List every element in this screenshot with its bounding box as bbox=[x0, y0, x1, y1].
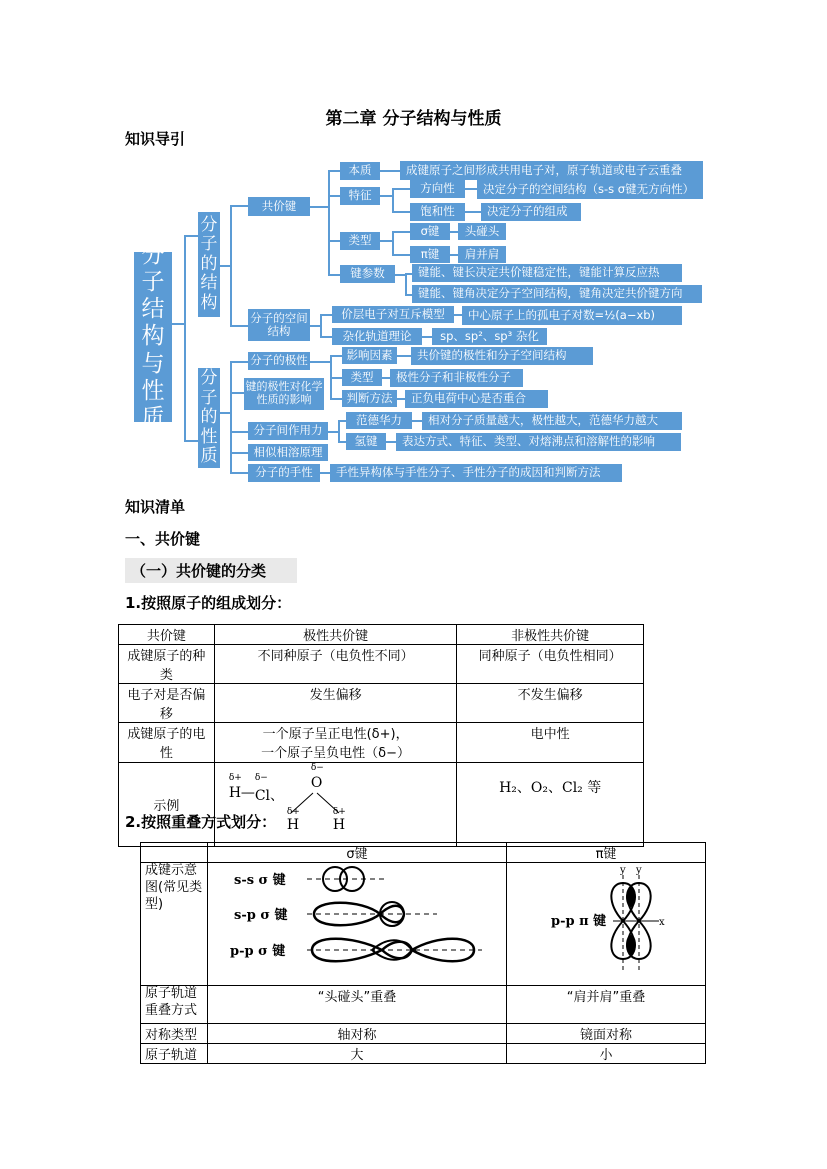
t2-pi-diagram bbox=[507, 863, 706, 986]
mm-essence-desc: 成键原子之间形成共用电子对，原子轨道或电子云重叠 bbox=[400, 161, 703, 180]
t2-cell: 轴对称 bbox=[208, 1024, 507, 1044]
mm-chirality: 分子的手性 bbox=[248, 464, 320, 482]
t2-cell: “肩并肩”重叠 bbox=[507, 986, 706, 1024]
mm-intermolecular: 分子间作用力 bbox=[248, 422, 328, 440]
t2-header-0 bbox=[141, 843, 208, 863]
t1-cell: 成键原子的电性 bbox=[119, 723, 215, 763]
t2-header-2: π键 bbox=[507, 843, 706, 863]
mm-branch-property: 分子的性质 bbox=[198, 368, 220, 468]
section-guide: 知识导引 bbox=[125, 130, 186, 148]
mm-pi: π键 bbox=[410, 246, 450, 263]
mm-branch-structure: 分子的结构 bbox=[198, 212, 220, 317]
mm-feature: 特征 bbox=[340, 187, 380, 205]
mm-polarity-type: 类型 bbox=[342, 369, 382, 386]
mm-directionality: 方向性 bbox=[410, 180, 465, 198]
sigma-orbital-diagram bbox=[212, 863, 502, 981]
water-delta-h1: δ+ bbox=[286, 807, 300, 817]
subsection-classification: （一）共价键的分类 bbox=[125, 558, 297, 583]
mm-judge-desc: 正负电荷中心是否重合 bbox=[405, 390, 548, 408]
table-sigma-pi bbox=[140, 842, 706, 1064]
hcl-bond: — bbox=[240, 785, 255, 801]
mm-bond-params: 键参数 bbox=[340, 265, 395, 283]
axis-y-label-2: y bbox=[636, 865, 642, 876]
mm-essence: 本质 bbox=[340, 162, 380, 180]
mm-pi-desc: 肩并肩 bbox=[458, 246, 506, 263]
water-h1: H bbox=[286, 817, 300, 833]
mm-like-dissolves: 相似相溶原理 bbox=[248, 444, 328, 461]
mm-chirality-desc: 手性异构体与手性分子、手性分子的成因和判断方法 bbox=[330, 464, 622, 482]
ss-sigma-label: s-s σ 键 bbox=[234, 873, 286, 888]
t1-electro-negative: 一个原子呈负电性（δ−） bbox=[261, 746, 410, 761]
mm-influence-desc: 共价键的极性和分子空间结构 bbox=[411, 347, 593, 365]
mm-covalent-bond: 共价键 bbox=[248, 197, 310, 216]
water-o: O bbox=[310, 775, 323, 791]
mm-hybrid: 杂化轨道理论 bbox=[332, 328, 422, 345]
t2-cell: 原子轨道重叠方式 bbox=[141, 986, 208, 1024]
hcl-delta-minus: δ− bbox=[254, 773, 268, 783]
mm-bond-polarity-effect: 键的极性对化学性质的影响 bbox=[244, 378, 324, 410]
t2-cell: 对称类型 bbox=[141, 1024, 208, 1044]
classify-by-overlap: 2.按照重叠方式划分： bbox=[125, 813, 277, 831]
axis-x-label: x bbox=[659, 917, 665, 928]
hcl-h: H bbox=[228, 785, 242, 801]
mm-root: 分子结构与性质 bbox=[134, 252, 172, 422]
t2-cell: “头碰头”重叠 bbox=[208, 986, 507, 1024]
t1-cell: 不同种原子（电负性不同） bbox=[214, 645, 457, 684]
t1-cell: 发生偏移 bbox=[214, 684, 457, 723]
t1-example-polar bbox=[214, 763, 457, 847]
page-title: 第二章 分子结构与性质 bbox=[325, 109, 502, 129]
hcl-cl: Cl、 bbox=[254, 788, 285, 804]
t1-electro-positive: 一个原子呈正电性(δ+)， bbox=[262, 727, 409, 742]
t1-header-2: 非极性共价键 bbox=[457, 625, 644, 645]
mm-bond-params-desc2: 键能、键角决定分子空间结构，键角决定共价键方向 bbox=[412, 285, 702, 303]
sp-sigma-label: s-p σ 键 bbox=[234, 908, 288, 923]
t2-cell: 原子轨道 bbox=[141, 1044, 208, 1064]
t1-example-nonpolar bbox=[457, 763, 644, 847]
mm-hybrid-desc: sp、sp²、sp³ 杂化 bbox=[432, 328, 547, 345]
mm-hbond: 氢键 bbox=[346, 433, 386, 450]
t1-cell: 电子对是否偏移 bbox=[119, 684, 215, 723]
mm-judge: 判断方法 bbox=[342, 390, 397, 407]
t2-cell: 大 bbox=[208, 1044, 507, 1064]
pi-orbital-diagram bbox=[511, 863, 701, 981]
water-h2: H bbox=[332, 817, 346, 833]
t2-header-1: σ键 bbox=[208, 843, 507, 863]
section-list: 知识清单 bbox=[125, 498, 186, 516]
mm-saturation-desc: 决定分子的组成 bbox=[481, 203, 581, 221]
axis-y-label-1: y bbox=[620, 865, 626, 876]
mm-bond-params-desc1: 键能、键长决定共价键稳定性，键能计算反应热 bbox=[412, 264, 682, 282]
nonpolar-example-text: H₂、O₂、Cl₂ 等 bbox=[499, 780, 602, 796]
water-delta-h2: δ+ bbox=[332, 807, 346, 817]
mm-saturation: 饱和性 bbox=[410, 203, 465, 221]
water-delta-o: δ− bbox=[310, 763, 324, 773]
pp-sigma-label: p-p σ 键 bbox=[230, 944, 286, 959]
t1-header-0: 共价键 bbox=[119, 625, 215, 645]
mindmap bbox=[128, 150, 708, 485]
t1-cell: 不发生偏移 bbox=[457, 684, 644, 723]
t2-cell: 小 bbox=[507, 1044, 706, 1064]
mm-polarity-type-desc: 极性分子和非极性分子 bbox=[390, 369, 523, 387]
t1-cell: 示例 bbox=[119, 763, 215, 847]
mm-sigma: σ键 bbox=[410, 223, 450, 240]
t2-cell: 镜面对称 bbox=[507, 1024, 706, 1044]
mm-influence: 影响因素 bbox=[342, 347, 397, 364]
t1-cell: 成键原子的种类 bbox=[119, 645, 215, 684]
t1-cell bbox=[214, 723, 457, 763]
mm-vsepr-desc: 中心原子上的孤电子对数=½(a−xb) bbox=[462, 306, 682, 325]
mm-spatial-structure: 分子的空间结构 bbox=[248, 309, 310, 341]
mm-polarity: 分子的极性 bbox=[248, 352, 310, 370]
mm-hbond-desc: 表达方式、特征、类型、对熔沸点和溶解性的影响 bbox=[396, 433, 681, 451]
hcl-delta-plus: δ+ bbox=[228, 773, 242, 783]
t1-cell: 电中性 bbox=[457, 723, 644, 763]
t1-header-1: 极性共价键 bbox=[214, 625, 457, 645]
t1-cell: 同种原子（电负性相同） bbox=[457, 645, 644, 684]
pp-pi-label: p-p π 键 bbox=[551, 914, 607, 929]
mm-directionality-desc: 决定分子的空间结构（s-s σ键无方向性） bbox=[477, 180, 703, 199]
mm-vsepr: 价层电子对互斥模型 bbox=[332, 306, 454, 323]
mm-vdw-desc: 相对分子质量越大，极性越大，范德华力越大 bbox=[422, 412, 682, 430]
t2-sigma-diagram bbox=[208, 863, 507, 986]
mm-type: 类型 bbox=[340, 232, 380, 250]
t2-row-label: 成键示意图(常见类型) bbox=[141, 863, 208, 986]
section-covalent: 一、共价键 bbox=[125, 530, 201, 548]
mm-sigma-desc: 头碰头 bbox=[458, 223, 506, 240]
mm-vdw: 范德华力 bbox=[346, 412, 412, 429]
classify-by-composition: 1.按照原子的组成划分： bbox=[125, 594, 292, 612]
